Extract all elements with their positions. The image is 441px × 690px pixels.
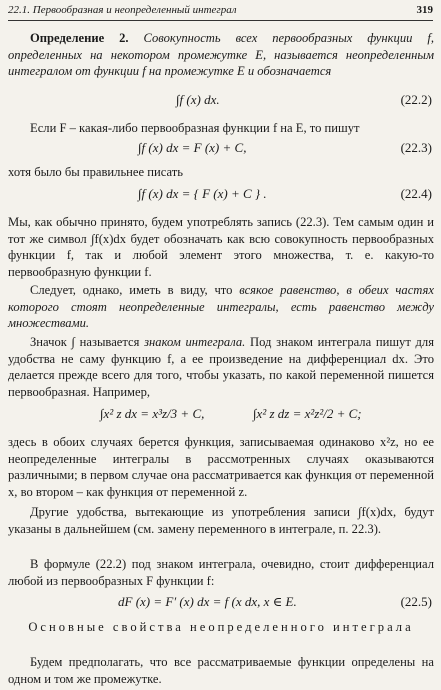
formula-number: (22.4): [400, 186, 432, 201]
section-heading: Основные свойства неопределенного интеграла: [28, 620, 414, 634]
paragraph-4: [8, 282, 434, 332]
paragraph-4-lead: Следует, однако, иметь в виду, что: [30, 283, 233, 297]
paragraph-2: хотя было бы правильнее писать: [8, 165, 183, 179]
paragraph-5-term: знаком интеграла.: [144, 335, 246, 349]
paragraph-6: здесь в обоих случаях берется функция, записываемая одинаково x²z, но ее неопределенные интегралы в рассмотренных случаях оказываются различными; в первом случае она рассматривается как функция от переменной x, во втором – как функция от переменной z.: [8, 435, 434, 499]
formula-expression: ∫f (x) dx.: [176, 92, 220, 107]
paragraph-9: Будем предполагать, что все рассматриваемые функции определены на одном и том же промежутке.: [8, 655, 434, 686]
paragraph-5-body: Под знаком интеграла пишут для удобства не саму функцию f, а ее произведение на дифференциал dx. Это делается прежде всего для того, чтобы указать, по какой переменной пишется первообразная. Например,: [8, 335, 434, 399]
definition-text: Совокупность всех первообразных функции f, определенных на некотором промежутке E, называется неопределенным интегралом от функции f на промежутке E и обозначается: [8, 31, 434, 79]
paragraph-1: Если F – какая-либо первообразная функции f на E, то пишут: [30, 121, 360, 135]
paragraph-5: [8, 334, 434, 400]
definition-paragraph: [8, 30, 434, 80]
definition-title: Определение 2.: [30, 31, 129, 45]
formula-22-2: [8, 92, 434, 110]
formula-expression: dF (x) = F′ (x) dx = f (x dx, x ∈ E.: [118, 594, 297, 609]
formula-22-3: [8, 140, 434, 158]
paragraph-4-emphasis: всякое равенство, в обеих частях которого стоят неопределенные интегралы, есть равенство между множествами.: [8, 283, 434, 331]
formula-22-4: [8, 186, 434, 204]
running-header-title: 22.1. Первообразная и неопределенный интеграл: [8, 4, 237, 16]
formula-number: (22.3): [400, 140, 432, 155]
formula-number: (22.5): [400, 594, 432, 609]
paragraph-3: Мы, как обычно принято, будем употреблять запись (22.3). Тем самым один и тот же символ ∫f(x)dx будет обозначать как всю совокупность первообразных функции f, так и любой элемент этого множества, т. е. какую-то первообразную функции f.: [8, 215, 434, 279]
running-header: [8, 4, 433, 21]
paragraph-5-lead: Значок ∫ называется: [30, 335, 140, 349]
page-number: 319: [416, 4, 433, 16]
example-formula-x: ∫x² z dx = x³z/3 + C,: [100, 406, 205, 421]
formula-number: (22.2): [400, 92, 432, 107]
paragraph-8: В формуле (22.2) под знаком интеграла, очевидно, стоит дифференциал любой из первообразных F функции f:: [8, 557, 434, 588]
formula-expression: ∫f (x) dx = F (x) + C,: [138, 140, 247, 155]
formula-expression: ∫f (x) dx = { F (x) + C } .: [138, 186, 267, 201]
formula-examples: [8, 406, 434, 424]
paragraph-7: Другие удобства, вытекающие из употребления записи ∫f(x)dx, будут указаны в дальнейшем (см. замену переменного в интеграле, п. 22.3).: [8, 505, 434, 536]
example-formula-z: ∫x² z dz = x²z²/2 + C;: [253, 406, 362, 421]
formula-22-5: [8, 594, 434, 612]
